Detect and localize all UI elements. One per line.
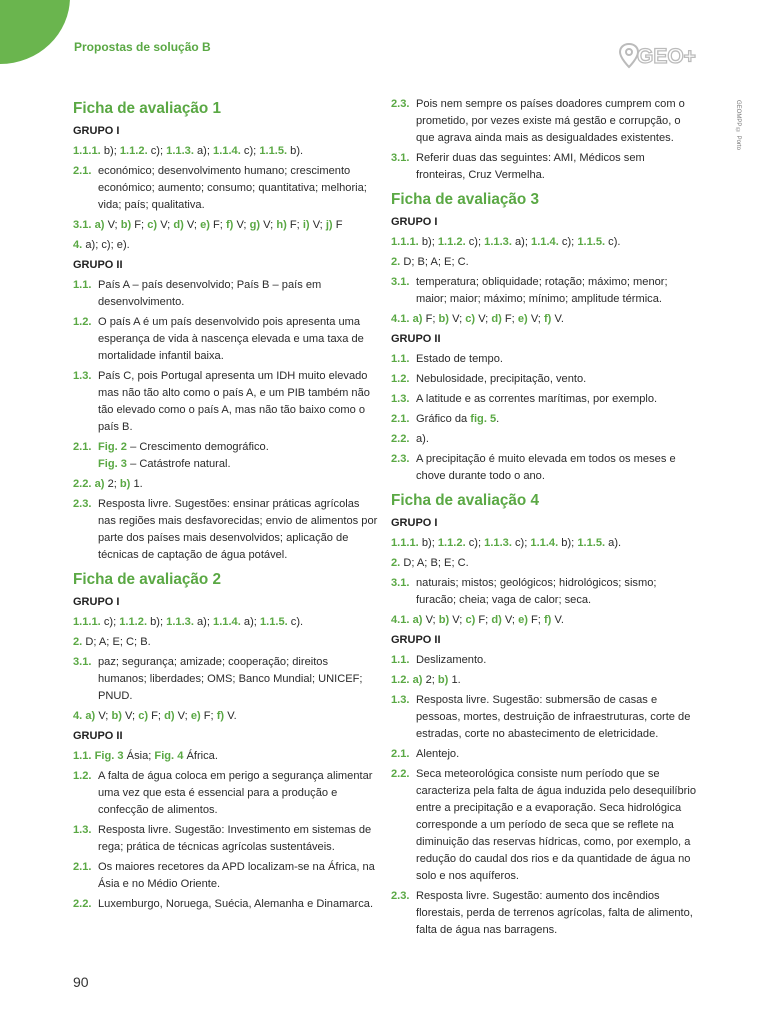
item-number: 1.3. <box>73 370 92 382</box>
group-heading: GRUPO II <box>73 259 123 271</box>
item-text: País A – país desenvolvido; País B – país em desenvolvimento. <box>98 279 322 308</box>
answer-line <box>391 234 696 251</box>
answer-value: b); <box>100 145 120 157</box>
answer-value: V; <box>449 614 466 626</box>
answer-key: 2.2. <box>73 478 92 490</box>
item-text: Os maiores recetores da APD localizam-se na África, na Ásia e no Médio Oriente. <box>98 861 375 890</box>
answer-value: 1. <box>448 674 461 686</box>
answer-key: d) <box>491 614 502 626</box>
answer-key: 1.1.4. <box>530 537 559 549</box>
answer-value: c); <box>465 537 485 549</box>
answer-key: d) <box>164 710 175 722</box>
item-text: A precipitação é muito elevada em todos os meses e chove durante todo o ano. <box>416 453 676 482</box>
answer-value: V; <box>501 614 519 626</box>
answer-value: V; <box>422 614 439 626</box>
answer-key: f) <box>216 710 225 722</box>
item-number: 3.1. <box>391 276 410 288</box>
section-title: Ficha de avaliação 4 <box>391 492 539 509</box>
group-heading: GRUPO II <box>73 730 123 742</box>
answer-key: 1.1.2. <box>119 145 148 157</box>
answer-value: c); <box>558 236 578 248</box>
answer-line <box>391 612 696 629</box>
item-number: 2.3. <box>391 453 410 465</box>
item-text: Alentejo. <box>416 748 460 760</box>
item-text: Nebulosidade, precipitação, vento. <box>416 373 587 385</box>
answer-line <box>391 535 696 552</box>
item-text: económico; desenvolvimento humano; crescimento económico; aumento; consumo; quantitativa; melhoria; vida; país; qualitativa. <box>98 165 367 211</box>
answer-item <box>391 150 696 184</box>
answer-value: c). <box>605 236 621 248</box>
item-text: Seca meteorológica consiste num período que se caracteriza pela falta de água induzida pelo desequilíbrio entre a precipitação e a evaporação. Seca hidrológica corresponde a um período de seca que se reflete na diminuição das reservas hídricas, como, por exemplo, a redução do caudal dos rios e da quantidade de água no solo e nos aquíferos. <box>416 768 696 882</box>
left-column <box>73 96 378 916</box>
answer-item <box>73 439 378 473</box>
answer-key: 4. <box>73 239 83 251</box>
item-text: A latitude e as correntes marítimas, por exemplo. <box>416 393 658 405</box>
item-text: O país A é um país desenvolvido pois apresenta uma esperança de vida à nascença elevada e uma taxa de mortalidade infantil baixa. <box>98 316 364 362</box>
answer-value: V; <box>104 219 121 231</box>
answer-value: F; <box>200 710 217 722</box>
item-number: 2.1. <box>73 441 92 453</box>
answer-key: d) <box>491 313 502 325</box>
answer-key: 1.1.5. <box>259 616 288 628</box>
answer-value: V. <box>551 313 564 325</box>
group-heading: GRUPO II <box>391 333 441 345</box>
answer-value: c); <box>147 145 167 157</box>
answer-value: D; A; E; C; B. <box>82 636 151 648</box>
answer-line <box>73 476 378 493</box>
answer-key: i) <box>302 219 310 231</box>
item-number: 2.2. <box>391 768 410 780</box>
answer-value: África. <box>183 750 218 762</box>
answer-value: F; <box>131 219 148 231</box>
answer-key: 1.1.3. <box>166 145 194 157</box>
answer-item <box>391 692 696 743</box>
answer-item <box>391 274 696 308</box>
answer-key: d) <box>173 219 184 231</box>
answer-value: b); <box>418 236 438 248</box>
answer-value: a); <box>511 236 532 248</box>
item-number: 2.1. <box>391 748 410 760</box>
group-heading: GRUPO I <box>73 125 120 137</box>
item-text: Pois nem sempre os países doadores cumprem com o prometido, por vezes existe má gestão e corrupção, o que agrava ainda mais as desigualdades existentes. <box>416 98 685 144</box>
answer-item <box>73 496 378 564</box>
answer-value: V; <box>157 219 174 231</box>
answer-line <box>73 237 378 254</box>
answer-key: 1.1.1. <box>73 145 101 157</box>
answer-key: b) <box>438 614 450 626</box>
item-number: 1.3. <box>73 824 92 836</box>
item-text: Luxemburgo, Noruega, Suécia, Alemanha e Dinamarca. <box>98 898 374 910</box>
answer-value: V; <box>174 710 191 722</box>
answer-value: c); <box>511 537 531 549</box>
page-number: 90 <box>73 974 89 990</box>
answer-key: a) <box>94 219 105 231</box>
item-text: País C, pois Portugal apresenta um IDH muito elevado mas não tão alto como o país A, e um PIB também não tão elevado como o país A, mas não tão baixo como o país B. <box>98 370 370 433</box>
figure-ref: Fig. 3 <box>98 458 127 470</box>
answer-key: e) <box>190 710 201 722</box>
item-text: naturais; mistos; geológicos; hidrológicos; sismo; furacão; cheia; vaga de calor; seca. <box>416 577 657 606</box>
answer-item <box>391 575 696 609</box>
answer-item <box>391 451 696 485</box>
answer-key: 4.1. <box>391 614 410 626</box>
answer-item <box>73 314 378 365</box>
answer-key: c) <box>465 614 476 626</box>
answer-item <box>73 859 378 893</box>
answer-value: D; B; A; E; C. <box>400 256 469 268</box>
answer-key: 1.1.2. <box>437 236 466 248</box>
answer-key: g) <box>249 219 261 231</box>
group-heading: GRUPO I <box>73 596 120 608</box>
answer-value: V; <box>475 313 492 325</box>
section-title: Ficha de avaliação 1 <box>73 100 221 117</box>
answer-value: V. <box>224 710 237 722</box>
answer-value: c); <box>240 145 260 157</box>
answer-item <box>391 96 696 147</box>
answer-value: D; A; B; E; C. <box>400 557 469 569</box>
item-number: 1.2. <box>73 316 92 328</box>
item-number: 1.1. <box>391 353 410 365</box>
answer-line <box>73 708 378 725</box>
answer-key: j) <box>325 219 333 231</box>
answer-key: 1.1.3. <box>484 537 512 549</box>
answer-key: b) <box>111 710 122 722</box>
answer-key: b) <box>438 313 449 325</box>
item-number: 3.1. <box>73 656 92 668</box>
geo-logo <box>619 40 699 70</box>
answer-line <box>391 311 696 328</box>
answer-key: a) <box>412 674 423 686</box>
answer-key: 1.1.5. <box>577 537 606 549</box>
item-text: paz; segurança; amizade; cooperação; direitos humanos; liberdades; OMS; Banco Mundial; UNICEF; PNUD. <box>98 656 363 702</box>
answer-key: 1.1.4. <box>531 236 559 248</box>
item-number: 2.1. <box>391 413 410 425</box>
answer-item <box>73 896 378 913</box>
answer-item <box>391 431 696 448</box>
answer-key: b) <box>437 674 449 686</box>
answer-value: Ásia; <box>123 750 155 762</box>
answer-value: F; <box>501 313 518 325</box>
answer-item <box>391 766 696 885</box>
answer-key: 1.1. <box>73 750 92 762</box>
item-text: Resposta livre. Sugestão: aumento dos incêndios florestais, perda de terrenos agrícolas, falta de alimento, falta de água nas barragens. <box>416 890 693 936</box>
item-number: 2.2. <box>73 898 92 910</box>
answer-item <box>391 888 696 939</box>
answer-key: 1.1.3. <box>166 616 194 628</box>
answer-item <box>391 391 696 408</box>
section-title: Ficha de avaliação 3 <box>391 191 539 208</box>
answer-item <box>391 371 696 388</box>
answer-key: 1.1.2. <box>437 537 466 549</box>
answer-value: a); <box>193 616 214 628</box>
answer-line <box>391 555 696 572</box>
answer-value: V; <box>121 710 139 722</box>
answer-key: 2. <box>73 636 83 648</box>
corner-decoration <box>0 0 70 64</box>
item-text: temperatura; obliquidade; rotação; máximo; menor; maior; maior; máximo; mínimo; amplitude térmica. <box>416 276 668 305</box>
answer-value: 2; <box>104 478 120 490</box>
answer-key: 3.1. <box>73 219 92 231</box>
answer-key: c) <box>465 313 476 325</box>
answer-item <box>391 411 696 428</box>
answer-line <box>391 672 696 689</box>
answer-key: 1.1.4. <box>213 145 241 157</box>
answer-item <box>73 277 378 311</box>
item-text: – Catástrofe natural. <box>126 458 231 470</box>
answer-value: a); c); e). <box>82 239 130 251</box>
item-number: 2.3. <box>73 498 92 510</box>
answer-value: F; <box>422 313 439 325</box>
answer-key: c) <box>147 219 158 231</box>
item-number: 2.1. <box>73 165 92 177</box>
group-heading: GRUPO II <box>391 634 441 646</box>
answer-key: 2. <box>391 557 401 569</box>
answer-key: a) <box>94 478 105 490</box>
answer-item <box>73 163 378 214</box>
right-column <box>391 96 696 942</box>
answer-key: 4.1. <box>391 313 410 325</box>
answer-key: 1.1.5. <box>259 145 288 157</box>
answer-item <box>391 652 696 669</box>
answer-key: f) <box>543 313 552 325</box>
answer-item <box>73 368 378 436</box>
answer-value: c); <box>465 236 485 248</box>
item-text: a). <box>416 433 429 445</box>
item-text: A falta de água coloca em perigo a segurança alimentar uma vez que esta é essencial para a produção e confecção de alimentos. <box>98 770 373 816</box>
item-number: 1.2. <box>73 770 92 782</box>
group-heading: GRUPO I <box>391 216 438 228</box>
answer-value: F <box>332 219 343 231</box>
item-number: 1.2. <box>391 373 410 385</box>
answer-value: V; <box>309 219 326 231</box>
answer-key: c) <box>138 710 149 722</box>
answer-line <box>73 748 378 765</box>
item-number: 1.1. <box>391 654 410 666</box>
item-text: Resposta livre. Sugestões: ensinar práticas agrícolas nas regiões mais desfavorecidas; envio de alimentos por parte dos países mais desenvolvidos; aplicação de técnicas de captação de água potável. <box>98 498 378 561</box>
answer-value: c). <box>287 616 304 628</box>
answer-line <box>73 217 378 234</box>
answer-key: a) <box>412 313 423 325</box>
answer-value: b). <box>287 145 304 157</box>
answer-value: 2; <box>422 674 438 686</box>
answer-value: b); <box>418 537 438 549</box>
answer-value: V; <box>95 710 112 722</box>
answer-value: V; <box>183 219 201 231</box>
side-credit: GEOMPP © Porto <box>735 100 741 150</box>
answer-key: 1.1.1. <box>391 236 419 248</box>
answer-value: F; <box>475 614 492 626</box>
answer-key: h) <box>276 219 287 231</box>
answer-key: e) <box>517 313 528 325</box>
answer-key: 1.2. <box>391 674 410 686</box>
answer-key: 2. <box>391 256 401 268</box>
answer-key: Fig. 3 <box>94 750 124 762</box>
item-number: 2.3. <box>391 98 410 110</box>
answer-line <box>391 254 696 271</box>
answer-value: V; <box>527 313 544 325</box>
answer-key: b) <box>120 219 132 231</box>
answer-key: a) <box>412 614 423 626</box>
answer-value: F; <box>286 219 303 231</box>
answer-value: V; <box>449 313 466 325</box>
item-text: Resposta livre. Sugestão: Investimento em sistemas de rega; prática de técnicas agrícolas sustentáveis. <box>98 824 372 853</box>
answer-value: b); <box>147 616 167 628</box>
answer-key: 1.1.3. <box>484 236 512 248</box>
answer-key: 1.1.4. <box>213 616 241 628</box>
item-text: . <box>496 413 500 425</box>
answer-value: F; <box>148 710 165 722</box>
answer-key: e) <box>518 614 528 626</box>
answer-value: V. <box>551 614 564 626</box>
figure-ref: fig. 5 <box>470 413 497 425</box>
answer-line <box>73 143 378 160</box>
item-text: Gráfico da <box>416 413 471 425</box>
answer-key: f) <box>543 614 552 626</box>
item-number: 1.3. <box>391 393 410 405</box>
item-text: Resposta livre. Sugestão: submersão de casas e pessoas, mortes, destruição de infraestruturas, corte de estradas, corte no abastecimento de eletricidade. <box>416 694 691 740</box>
answer-value: a). <box>605 537 622 549</box>
answer-line <box>73 614 378 631</box>
answer-line <box>73 634 378 651</box>
answer-item <box>391 351 696 368</box>
figure-ref: Fig. 2 <box>98 441 127 453</box>
item-text: Estado de tempo. <box>416 353 503 365</box>
page-header: Propostas de solução B <box>74 40 211 54</box>
answer-key: e) <box>200 219 210 231</box>
answer-value: V; <box>233 219 250 231</box>
answer-key: 1.1.5. <box>577 236 606 248</box>
answer-value: c); <box>100 616 120 628</box>
answer-key: 1.1.2. <box>119 616 148 628</box>
item-number: 2.3. <box>391 890 410 902</box>
item-number: 3.1. <box>391 577 410 589</box>
logo-text: GEO+ <box>637 45 696 68</box>
answer-key: a) <box>85 710 96 722</box>
item-number: 1.3. <box>391 694 410 706</box>
answer-value: a); <box>193 145 214 157</box>
answer-item <box>73 768 378 819</box>
answer-key: 1.1.1. <box>391 537 419 549</box>
answer-item <box>391 746 696 763</box>
answer-value: V; <box>260 219 277 231</box>
item-number: 1.1. <box>73 279 92 291</box>
answer-value: 1. <box>130 478 143 490</box>
section-title: Ficha de avaliação 2 <box>73 571 221 588</box>
item-number: 2.2. <box>391 433 410 445</box>
answer-item <box>73 822 378 856</box>
item-text: – Crescimento demográfico. <box>126 441 269 453</box>
answer-value: b); <box>558 537 578 549</box>
answer-value: a); <box>240 616 260 628</box>
item-text: Referir duas das seguintes: AMI, Médicos sem fronteiras, Cruz Vermelha. <box>416 152 645 181</box>
answer-key: 4. <box>73 710 83 722</box>
answer-key: Fig. 4 <box>154 750 184 762</box>
group-heading: GRUPO I <box>391 517 438 529</box>
answer-value: F; <box>527 614 544 626</box>
answer-key: b) <box>119 478 131 490</box>
item-number: 2.1. <box>73 861 92 873</box>
item-number: 3.1. <box>391 152 410 164</box>
answer-item <box>73 654 378 705</box>
answer-value: F; <box>209 219 226 231</box>
answer-key: 1.1.1. <box>73 616 101 628</box>
item-text: Deslizamento. <box>416 654 487 666</box>
answer-key: f) <box>225 219 234 231</box>
